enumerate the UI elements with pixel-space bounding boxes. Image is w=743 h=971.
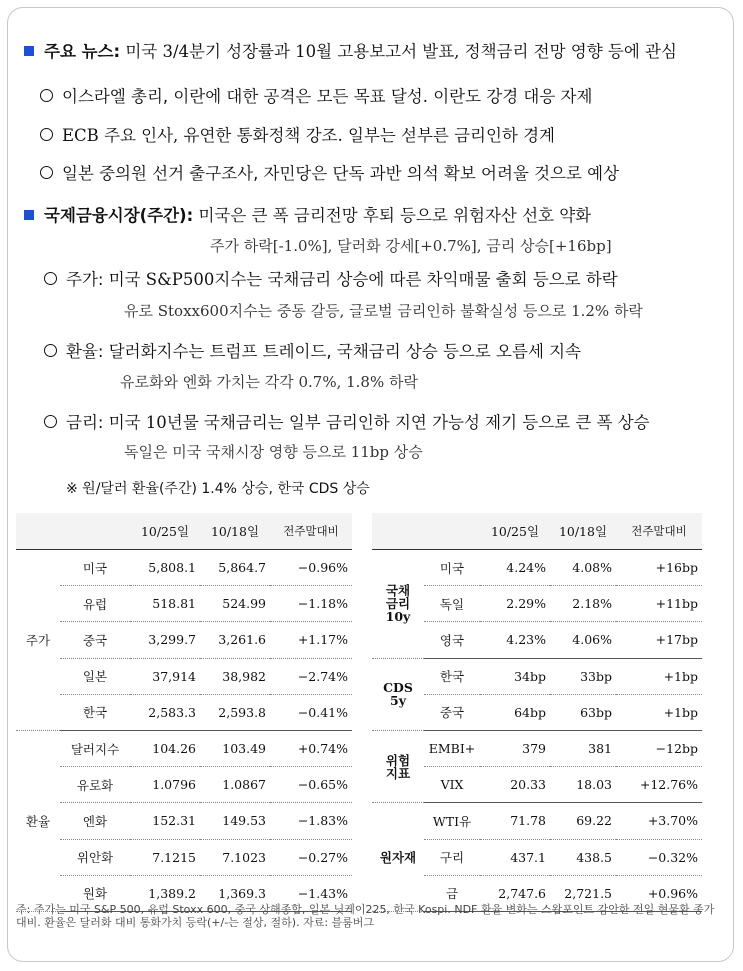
right-table [372,513,702,912]
table-row [16,658,352,694]
table-cell: 4.24% [480,550,550,586]
table-cell: 63bp [550,694,616,730]
table-cell: 2.29% [480,586,550,622]
table-cell: −1.83% [270,803,352,839]
table-cell: 2,721.5 [550,875,616,911]
table-cell: 381 [550,730,616,766]
row-label: 유로화 [60,767,130,803]
market-item-fx: 환율: 달러화지수는 트럼프 트레이드, 국채금리 상승 등으로 오름세 지속 [44,338,581,362]
row-label: 금 [424,875,480,911]
table-cell: 4.06% [550,622,616,658]
table-row [372,803,702,839]
markets-heading-text: 미국은 큰 폭 금리전망 후퇴 등으로 위험자산 선호 약화 [198,206,592,225]
table-cell: 3,261.6 [200,622,270,658]
row-label: 미국 [424,550,480,586]
table-cell: 518.81 [130,586,200,622]
market-item-rates-sub: 독일은 미국 국채시장 영향 등으로 11bp 상승 [124,443,423,461]
row-label: 미국 [60,550,130,586]
table-cell: 33bp [550,658,616,694]
group-label: 국채 금리 10y [372,550,424,659]
table-cell: 103.49 [200,730,270,766]
group-label: 환율 [16,730,60,911]
news-heading-text: 미국 3/4분기 성장률과 10월 고용보고서 발표, 정책금리 전망 영향 등에 관심 [125,42,677,61]
table-cell: −0.65% [270,767,352,803]
market-item-stocks: 주가: 미국 S&P500지수는 국채금리 상승에 따른 차익매물 출회 등으로 하락 [44,266,618,290]
markets-heading-sub: 주가 하락[-1.0%], 달러화 강세[+0.7%], 금리 상승[+16bp] [210,237,612,255]
row-label: 한국 [60,694,130,730]
group-label: 위험 지표 [372,730,424,802]
table-cell: +1bp [616,694,702,730]
circle-bullet-icon [44,344,57,357]
table-row [16,839,352,875]
table-row [16,730,352,766]
row-label: VIX [424,767,480,803]
table-cell: −12bp [616,730,702,766]
table-cell: +16bp [616,550,702,586]
table-cell: 152.31 [130,803,200,839]
row-label: 일본 [60,658,130,694]
table-cell: 7.1215 [130,839,200,875]
news-heading-label: 주요 뉴스: [44,42,121,61]
circle-bullet-icon [40,128,53,141]
table-cell: 18.03 [550,767,616,803]
circle-bullet-icon [40,89,53,102]
row-label: WTI유 [424,803,480,839]
table-cell: +1bp [616,658,702,694]
table-cell: 5,808.1 [130,550,200,586]
table-cell: 2,583.3 [130,694,200,730]
table-row [372,550,702,586]
table-cell: 4.08% [550,550,616,586]
table-cell: −1.43% [270,875,352,911]
group-label: CDS 5y [372,658,424,730]
row-label: 한국 [424,658,480,694]
table-row [16,803,352,839]
left-table [16,513,352,912]
table-cell: +12.76% [616,767,702,803]
table-cell: 3,299.7 [130,622,200,658]
table-row [16,694,352,730]
row-label: 독일 [424,586,480,622]
table-cell: 149.53 [200,803,270,839]
table-row [372,730,702,766]
market-item-fx-sub: 유로화와 엔화 가치는 각각 0.7%, 1.8% 하락 [120,373,418,391]
table-row [16,550,352,586]
table-cell: −0.27% [270,839,352,875]
row-label: 구리 [424,839,480,875]
table-cell: 4.23% [480,622,550,658]
table-cell: 5,864.7 [200,550,270,586]
row-label: 영국 [424,622,480,658]
table-cell: +11bp [616,586,702,622]
row-label: 중국 [60,622,130,658]
table-cell: +3.70% [616,803,702,839]
table-row [372,658,702,694]
square-bullet-icon [24,210,34,220]
table-cell: 64bp [480,694,550,730]
news-item: 일본 중의원 선거 출구조사, 자민당은 단독 과반 의석 확보 어려울 것으로 예상 [40,160,619,184]
row-label: 엔화 [60,803,130,839]
market-item-stocks-sub: 유로 Stoxx600지수는 중동 갈등, 글로벌 금리인하 불확실성 등으로 1.2% 하락 [124,302,643,320]
table-cell: 437.1 [480,839,550,875]
table-cell: 37,914 [130,658,200,694]
table-row [16,622,352,658]
markets-heading [24,202,591,226]
square-bullet-icon [24,46,34,56]
table-cell: 2.18% [550,586,616,622]
table-cell: 438.5 [550,839,616,875]
table-row [16,767,352,803]
table-cell: 2,747.6 [480,875,550,911]
row-label: 달러지수 [60,730,130,766]
footnote: 주: 주가는 미국 S&P 500, 유럽 Stoxx 600, 중국 상해종합, 일본 닛케이225, 한국 Kospi. NDF 환율 변화는 스왑포인트 감안한 전일 현물환 종가 대비. 환율은 달러화 대비 통화가치 등락(+/-는 절상, 절하). 자료: 블룸버그 [16,903,715,929]
remark: ※ 원/달러 환율(주간) 1.4% 상승, 한국 CDS 상승 [66,481,370,497]
row-label: 위안화 [60,839,130,875]
table-cell: +0.74% [270,730,352,766]
table-cell: −2.74% [270,658,352,694]
table-cell: −0.41% [270,694,352,730]
table-cell: +0.96% [616,875,702,911]
table-row [16,586,352,622]
table-cell: −0.96% [270,550,352,586]
table-cell: 1.0796 [130,767,200,803]
table-cell: 69.22 [550,803,616,839]
table-cell: 1,369.3 [200,875,270,911]
news-item: 이스라엘 총리, 이란에 대한 공격은 모든 목표 달성. 이란도 강경 대응 자제 [40,83,592,107]
markets-heading-label: 국제금융시장(주간): [44,206,194,225]
table-cell: 104.26 [130,730,200,766]
table-cell: 2,593.8 [200,694,270,730]
table-cell: −1.18% [270,586,352,622]
row-label: 중국 [424,694,480,730]
table-cell: 1.0867 [200,767,270,803]
news-item: ECB 주요 인사, 유연한 통화정책 강조. 일부는 섣부른 금리인하 경계 [40,122,555,146]
group-label: 주가 [16,550,60,731]
row-label: 유럽 [60,586,130,622]
circle-bullet-icon [44,272,57,285]
news-heading [24,38,677,62]
table-cell: 7.1023 [200,839,270,875]
circle-bullet-icon [40,166,53,179]
row-label: 원화 [60,875,130,911]
table-cell: 20.33 [480,767,550,803]
row-label: EMBI+ [424,730,480,766]
table-cell: +1.17% [270,622,352,658]
market-item-rates: 금리: 미국 10년물 국채금리는 일부 금리인하 지연 가능성 제기 등으로 큰 폭 상승 [44,409,650,433]
table-cell: 524.99 [200,586,270,622]
table-cell: 71.78 [480,803,550,839]
table-header: 10/25일 10/18일 전주말대비 [372,513,702,550]
table-cell: 34bp [480,658,550,694]
table-header: 10/25일 10/18일 전주말대비 [16,513,352,550]
table-cell: 38,982 [200,658,270,694]
table-cell: +17bp [616,622,702,658]
table-cell: 1,389.2 [130,875,200,911]
table-cell: −0.32% [616,839,702,875]
circle-bullet-icon [44,415,57,428]
group-label: 원자재 [372,803,424,912]
table-cell: 379 [480,730,550,766]
